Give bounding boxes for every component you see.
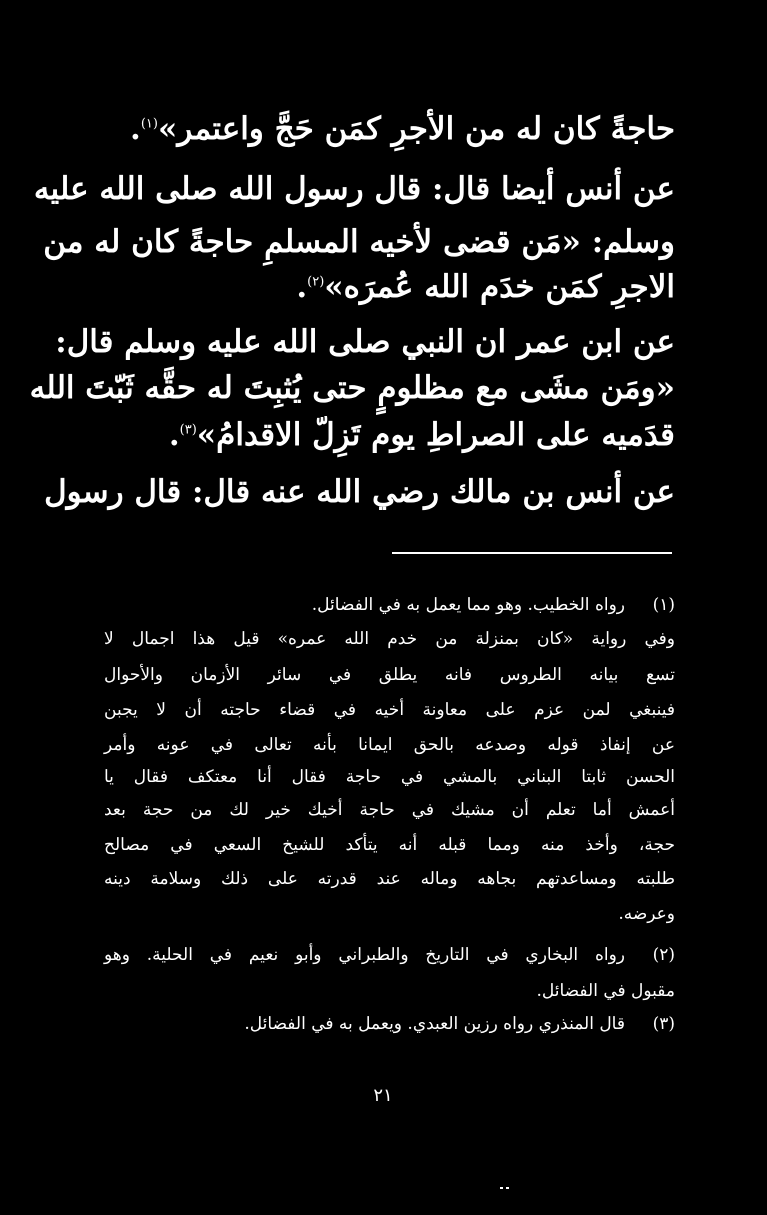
footnote-1-line-10: وعرضه. bbox=[618, 904, 675, 924]
main-text-line-8: عن أنس بن مالك رضي الله عنه قال: قال رسول bbox=[44, 474, 675, 510]
footnote-2-line-2: مقبول في الفضائل. bbox=[536, 981, 675, 1001]
footnote-ref-2: (٢) bbox=[307, 274, 325, 290]
footnote-1-line-5: عن إنفاذ قوله وصدعه بالحق ايمانا بأنه تعالى في عونه وأمر bbox=[104, 735, 675, 755]
footnote-3-line-1: قال المنذري رواه رزين العبدي. ويعمل به في الفضائل. bbox=[244, 1014, 625, 1034]
main-text-line-1 bbox=[130, 109, 675, 149]
main-text-line-1-tail: . bbox=[130, 111, 141, 147]
footnote-1-line-6: الحسن ثابتا البناني بالمشي في حاجة فقال أنا معتكف فقال يا bbox=[104, 767, 675, 787]
main-text-line-6: «ومَن مشَى مع مظلومٍ حتى يُثبِتَ له حقَّه ثَبّتَ الله bbox=[29, 370, 675, 406]
footnote-1-line-2: وفي رواية «كان بمنزلة من خدم الله عمره» قيل هذا اجمال لا bbox=[104, 629, 675, 649]
footnote-1-line-4: فينبغي لمن عزم على معاونة أخيه في قضاء حاجته أن لا يجبن bbox=[104, 700, 675, 720]
main-text-line-5: عن ابن عمر ان النبي صلى الله عليه وسلم قال: bbox=[55, 324, 675, 360]
footnote-1-number: (١) bbox=[652, 595, 675, 615]
footnote-1-line-7: أعمش أما تعلم أن مشيك في حاجة أخيك خير لك من حجة بعد bbox=[104, 800, 675, 820]
scan-speck bbox=[500, 1187, 503, 1189]
footnote-1-line-8: حجة، وأخذ منه ومما قبله أنه يتأكد للشيخ السعي في مصالح bbox=[104, 835, 675, 855]
main-text-line-7 bbox=[169, 415, 675, 455]
footnote-3-number: (٣) bbox=[652, 1014, 675, 1034]
footnote-separator bbox=[392, 552, 672, 554]
scan-speck bbox=[506, 1187, 509, 1189]
main-text-line-4-tail: . bbox=[296, 269, 308, 305]
footnote-1-line-3: تسع بيانه الطروس فانه يطلق في سائر الأزمان والأحوال bbox=[104, 665, 675, 685]
main-text-line-7-text: قدَميه على الصراطِ يوم تَزِلّ الاقدامُ» bbox=[196, 417, 675, 453]
main-text-line-3: وسلم: «مَن قضى لأخيه المسلمِ حاجةً كان له من bbox=[43, 224, 675, 260]
footnote-2-number: (٢) bbox=[652, 945, 675, 965]
main-text-line-2: عن أنس أيضا قال: قال رسول الله صلى الله عليه bbox=[33, 171, 675, 207]
main-text-line-1-text: حاجةً كان له من الأجرِ كمَن حَجَّ واعتمر» bbox=[157, 111, 675, 147]
main-text-line-4-text: الاجرِ كمَن خدَم الله عُمرَه» bbox=[324, 269, 675, 305]
footnote-ref-1: (١) bbox=[140, 116, 158, 132]
footnote-1-line-1: رواه الخطيب. وهو مما يعمل به في الفضائل. bbox=[311, 595, 625, 615]
footnote-2-line-1: رواه البخاري في التاريخ والطبراني وأبو نعيم في الحلية. وهو bbox=[104, 945, 625, 965]
main-text-line-7-tail: . bbox=[168, 417, 180, 453]
footnote-ref-3: (٣) bbox=[179, 422, 197, 438]
footnote-1-line-9: طلبته ومساعدتهم بجاهه وماله عند قدرته على ذلك وسلامة دينه bbox=[104, 869, 675, 889]
main-text-line-4 bbox=[296, 267, 675, 307]
page-number: ٢١ bbox=[373, 1085, 393, 1106]
